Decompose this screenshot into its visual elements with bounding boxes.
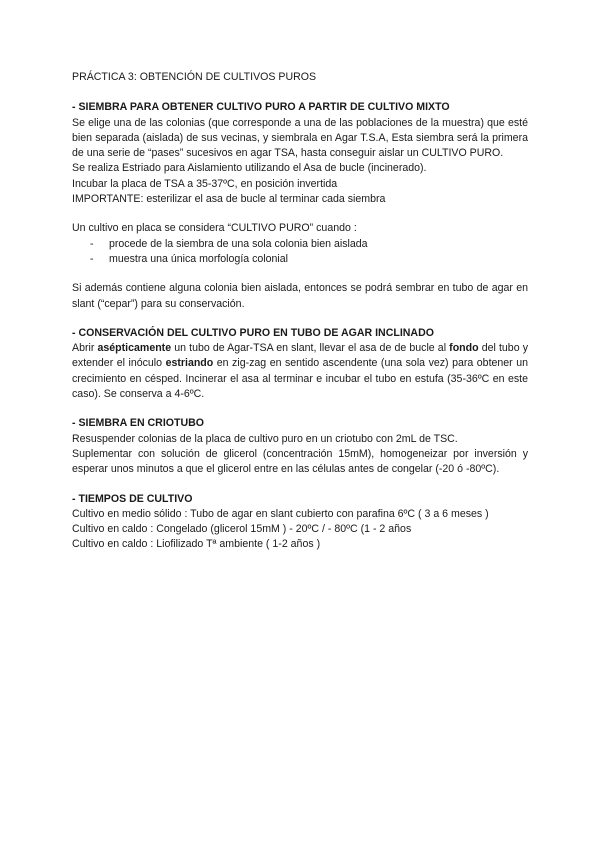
section-heading-mixed-culture: - SIEMBRA PARA OBTENER CULTIVO PURO A PARTIR DE CULTIVO MIXTO [72, 101, 450, 114]
section2-paragraph: Abrir asépticamente un tubo de Agar-TSA en slant, llevar el asa de de bucle al fondo del tubo y extender el inóculo estriando en zig-zag en sentido ascendente (una sola vez) para obtener un crecimiento en césped. Incinerar el asa al terminar e incubar el tubo en estufa (35-36ºC en este caso). Se conserva a 4-6ºC. [72, 342, 529, 401]
section1-important-text: IMPORTANTE: esterilizar el asa de bucle al terminar cada siembra [72, 193, 386, 206]
section1-incubation-text: Incubar la placa de TSA a 35-37ºC, en posición invertida [72, 177, 338, 190]
emphasis-aseptically: asépticamente [97, 342, 172, 355]
section3-resuspend-text: Resuspender colonias de la placa de cultivo puro en un criotubo con 2mL de TSC. [72, 432, 458, 445]
section-heading-conservation: - CONSERVACIÓN DEL CULTIVO PURO EN TUBO DE AGAR INCLINADO [72, 326, 434, 339]
section1-slant-paragraph: Si además contiene alguna colonia bien aislada, entonces se podrá sembrar en tubo de agar en slant (“cepar”) para su conservación. [72, 282, 528, 310]
list-item: - muestra una única morfología colonial [90, 252, 528, 267]
criteria-list [72, 237, 528, 268]
section1-streak-text: Se realiza Estriado para Aislamiento utilizando el Asa de bucle (incinerado). [72, 162, 427, 175]
section-heading-cryotube: - SIEMBRA EN CRIOTUBO [72, 417, 205, 430]
document-title: PRÁCTICA 3: OBTENCIÓN DE CULTIVOS PUROS [72, 71, 317, 83]
section1-paragraph: Se elige una de las colonias (que corresponde a una de las poblaciones de la muestra) que esté bien separada (aislada) de sus vecinas, y siembrala en Agar T.S.A, Esta siembra será la primera de una serie de “pases” sucesivos en agar TSA, hasta conseguir aislar un CULTIVO PURO. [72, 116, 528, 160]
culture-time-line: Cultivo en caldo : Congelado (glicerol 15mM ) - 20ºC / - 80ºC (1 - 2 años [72, 523, 412, 536]
culture-time-line: Cultivo en caldo : Liofilizado Tª ambiente ( 1-2 años ) [72, 538, 321, 551]
emphasis-bottom: fondo [449, 342, 479, 355]
section-heading-culture-times: - TIEMPOS DE CULTIVO [72, 492, 193, 505]
section3-glycerol-paragraph: Suplementar con solución de glicerol (concentración 15mM), homogeneizar por inversión y esperar unos minutos a que el glicerol entre en las células antes de congelar (-20 ó -80ºC). [72, 447, 528, 476]
document-page [72, 70, 528, 553]
culture-time-line: Cultivo en medio sólido : Tubo de agar en slant cubierto con parafina 6ºC ( 3 a 6 meses ) [72, 507, 489, 520]
emphasis-streaking: estriando [165, 357, 214, 370]
list-item: - procede de la siembra de una sola colonia bien aislada [90, 237, 528, 252]
section1-pure-culture-criteria: Un cultivo en placa se considera “CULTIVO PURO” cuando : [72, 222, 357, 235]
